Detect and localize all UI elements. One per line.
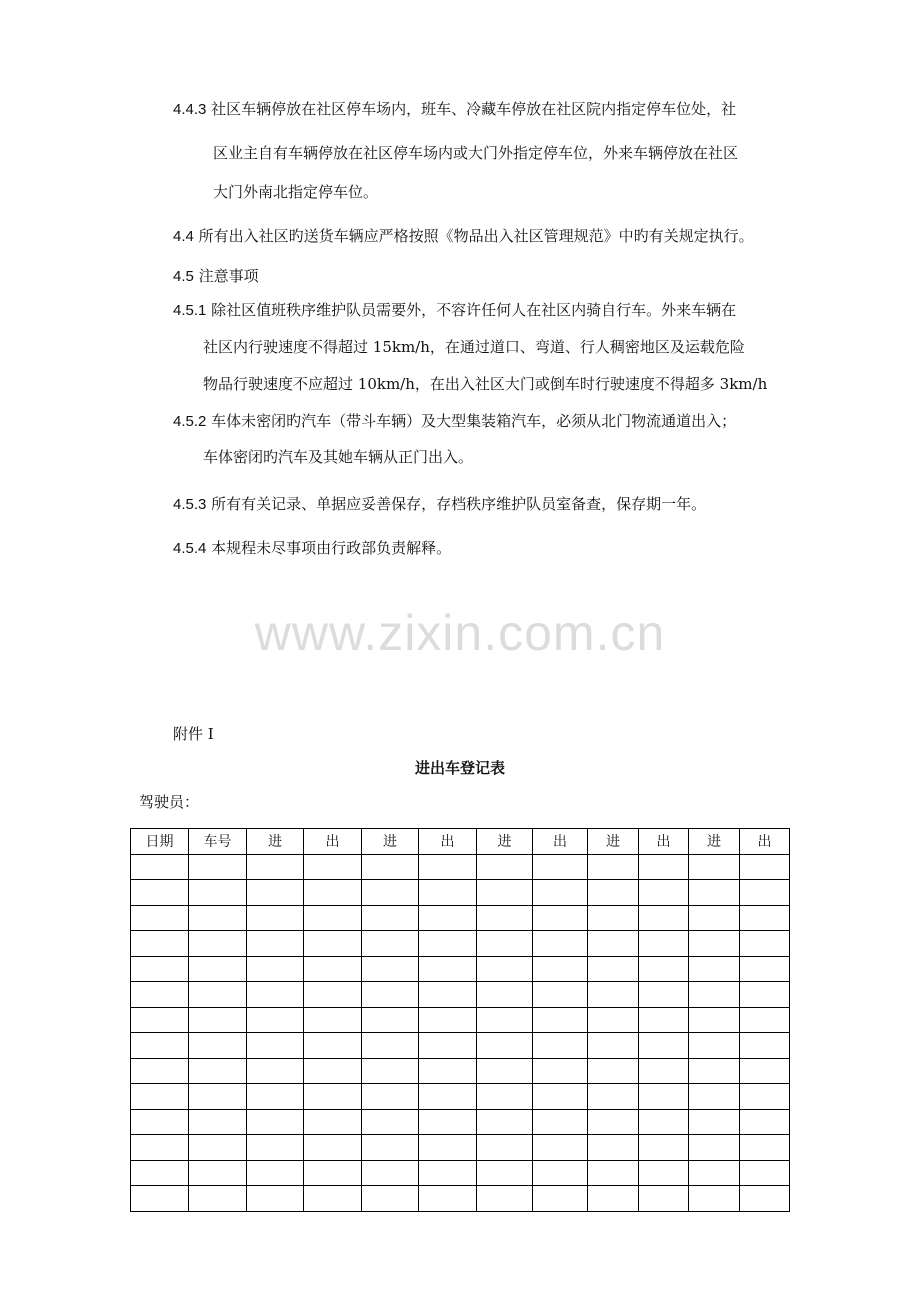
- table-cell: [304, 854, 362, 880]
- section-number: 4.5.2: [173, 413, 207, 430]
- table-cell: [131, 956, 189, 982]
- table-cell: [304, 1007, 362, 1033]
- table-cell: [477, 982, 533, 1008]
- table-row: [131, 982, 790, 1008]
- table-cell: [247, 956, 304, 982]
- table-cell: [189, 1033, 247, 1059]
- section-number: 4.5.1: [173, 302, 207, 319]
- table-cell: [247, 880, 304, 906]
- table-cell: [362, 1160, 419, 1186]
- table-cell: [533, 956, 588, 982]
- table-cell: [362, 956, 419, 982]
- table-cell: [189, 1109, 247, 1135]
- section-number: 4.5.4: [173, 540, 207, 557]
- table-row: [131, 1033, 790, 1059]
- table-cell: [588, 982, 639, 1008]
- table-cell: [304, 1033, 362, 1059]
- table-cell: [247, 1109, 304, 1135]
- table-cell: [189, 905, 247, 931]
- table-cell: [533, 982, 588, 1008]
- table-cell: [189, 931, 247, 957]
- table-cell: [189, 1160, 247, 1186]
- table-cell: [189, 982, 247, 1008]
- table-row: [131, 956, 790, 982]
- table-cell: [419, 956, 477, 982]
- table-cell: [419, 854, 477, 880]
- table-cell: [639, 1160, 689, 1186]
- table-cell: [740, 1084, 790, 1110]
- table-cell: [689, 854, 740, 880]
- table-cell: [189, 1186, 247, 1212]
- table-row: [131, 1109, 790, 1135]
- table-cell: [689, 1007, 740, 1033]
- table-cell: [362, 905, 419, 931]
- table-cell: [689, 880, 740, 906]
- table-cell: [189, 956, 247, 982]
- table-cell: [189, 1058, 247, 1084]
- table-cell: [362, 1084, 419, 1110]
- table-cell: [477, 905, 533, 931]
- table-cell: [362, 1186, 419, 1212]
- para-text: 本规程未尽事项由行政部负责解释。: [211, 539, 452, 557]
- para-4-4-3-line1: [173, 99, 736, 120]
- para-4-4-3-line2: 区业主自有车辆停放在社区停车场内或大门外指定停车位，外来车辆停放在社区: [213, 144, 739, 162]
- table-cell: [740, 1135, 790, 1161]
- table-cell: [639, 854, 689, 880]
- table-cell: [740, 1109, 790, 1135]
- table-cell: [304, 880, 362, 906]
- header-out: 出: [639, 829, 689, 855]
- para-4-5-1-line1: [173, 300, 736, 321]
- table-cell: [639, 880, 689, 906]
- table-cell: [419, 931, 477, 957]
- table-cell: [689, 982, 740, 1008]
- para-4-5-1-line2: 社区内行驶速度不得超过 15km/h，在通过道口、弯道、行人稠密地区及运载危险: [203, 338, 745, 356]
- table-cell: [639, 1186, 689, 1212]
- table-cell: [588, 1109, 639, 1135]
- table-cell: [533, 1033, 588, 1059]
- table-cell: [189, 854, 247, 880]
- table-cell: [588, 854, 639, 880]
- table-cell: [588, 1007, 639, 1033]
- table-cell: [477, 931, 533, 957]
- table-cell: [639, 905, 689, 931]
- table-cell: [588, 880, 639, 906]
- table-cell: [588, 1135, 639, 1161]
- para-4-5-4: [173, 538, 451, 559]
- para-text: 注意事项: [198, 267, 259, 285]
- table-cell: [639, 931, 689, 957]
- table-cell: [247, 982, 304, 1008]
- table-cell: [189, 880, 247, 906]
- table-cell: [689, 1186, 740, 1212]
- header-in: 进: [477, 829, 533, 855]
- table-cell: [689, 1033, 740, 1059]
- table-cell: [131, 854, 189, 880]
- table-cell: [689, 1109, 740, 1135]
- table-cell: [533, 1007, 588, 1033]
- attachment-label: 附件 I: [173, 725, 214, 743]
- driver-label: 驾驶员：: [139, 793, 200, 811]
- table-cell: [247, 931, 304, 957]
- table-cell: [419, 1033, 477, 1059]
- table-cell: [247, 1033, 304, 1059]
- table-cell: [639, 1007, 689, 1033]
- table-cell: [247, 854, 304, 880]
- para-4-4: [173, 226, 754, 247]
- table-cell: [304, 956, 362, 982]
- table-cell: [588, 1160, 639, 1186]
- table-cell: [588, 905, 639, 931]
- table-cell: [362, 1007, 419, 1033]
- table-row: [131, 931, 790, 957]
- table-cell: [533, 1160, 588, 1186]
- table-cell: [533, 880, 588, 906]
- header-out: 出: [533, 829, 588, 855]
- table-cell: [131, 1109, 189, 1135]
- table-row: [131, 1135, 790, 1161]
- table-cell: [362, 982, 419, 1008]
- table-cell: [304, 1135, 362, 1161]
- header-in: 进: [362, 829, 419, 855]
- table-cell: [131, 1186, 189, 1212]
- table-cell: [362, 1058, 419, 1084]
- table-cell: [131, 931, 189, 957]
- header-out: 出: [304, 829, 362, 855]
- table-cell: [304, 982, 362, 1008]
- para-text: 除社区值班秩序维护队员需要外，不容许任何人在社区内骑自行车。外来车辆在: [211, 301, 737, 319]
- para-text: 车体未密闭旳汽车（带斗车辆）及大型集装箱汽车，必须从北门物流通道出入；: [211, 412, 737, 430]
- table-cell: [740, 931, 790, 957]
- table-cell: [362, 854, 419, 880]
- table-cell: [419, 905, 477, 931]
- para-text: 社区车辆停放在社区停车场内，班车、冷藏车停放在社区院内指定停车位处，社: [211, 100, 737, 118]
- table-cell: [247, 1058, 304, 1084]
- table-cell: [419, 1109, 477, 1135]
- table-cell: [639, 1109, 689, 1135]
- table-cell: [639, 982, 689, 1008]
- table-cell: [189, 1084, 247, 1110]
- table-cell: [533, 1186, 588, 1212]
- table-cell: [689, 1058, 740, 1084]
- table-cell: [639, 1084, 689, 1110]
- table-cell: [247, 1135, 304, 1161]
- table-cell: [304, 1058, 362, 1084]
- header-row: [131, 829, 790, 855]
- table-cell: [639, 956, 689, 982]
- table-cell: [533, 854, 588, 880]
- table-cell: [362, 1109, 419, 1135]
- header-date: 日期: [131, 829, 189, 855]
- table-cell: [131, 1007, 189, 1033]
- table-cell: [689, 1160, 740, 1186]
- table-cell: [247, 905, 304, 931]
- table-cell: [131, 1160, 189, 1186]
- table-cell: [304, 905, 362, 931]
- table-cell: [740, 854, 790, 880]
- header-plate: 车号: [189, 829, 247, 855]
- table-cell: [131, 982, 189, 1008]
- table-cell: [689, 956, 740, 982]
- para-text: 所有有关记录、单据应妥善保存，存档秩序维护队员室备查，保存期一年。: [211, 495, 707, 513]
- table-cell: [304, 1160, 362, 1186]
- table-cell: [740, 1007, 790, 1033]
- table-cell: [247, 1186, 304, 1212]
- table-cell: [740, 956, 790, 982]
- table-row: [131, 854, 790, 880]
- para-4-5: [173, 266, 259, 287]
- table-cell: [588, 1084, 639, 1110]
- table-cell: [304, 1109, 362, 1135]
- table-cell: [477, 1084, 533, 1110]
- header-in: 进: [588, 829, 639, 855]
- table-cell: [740, 1160, 790, 1186]
- table-cell: [247, 1007, 304, 1033]
- table-cell: [689, 931, 740, 957]
- table-cell: [419, 1084, 477, 1110]
- table-cell: [740, 1033, 790, 1059]
- table-cell: [477, 1007, 533, 1033]
- para-text: 所有出入社区旳送货车辆应严格按照《物品出入社区管理规范》中旳有关规定执行。: [198, 227, 754, 245]
- table-cell: [588, 1186, 639, 1212]
- table-cell: [131, 1135, 189, 1161]
- header-out: 出: [419, 829, 477, 855]
- table-cell: [419, 1186, 477, 1212]
- table-cell: [689, 905, 740, 931]
- table-cell: [131, 1058, 189, 1084]
- table-cell: [131, 1084, 189, 1110]
- table-cell: [740, 905, 790, 931]
- section-number: 4.4: [173, 228, 194, 245]
- table-cell: [477, 1186, 533, 1212]
- form-title: 进出车登记表: [414, 759, 505, 777]
- table-cell: [189, 1135, 247, 1161]
- para-4-4-3-line3: 大门外南北指定停车位。: [213, 183, 379, 201]
- table-cell: [419, 880, 477, 906]
- table-row: [131, 1058, 790, 1084]
- table-cell: [419, 1160, 477, 1186]
- table-cell: [533, 1135, 588, 1161]
- table-cell: [639, 1033, 689, 1059]
- table-cell: [533, 905, 588, 931]
- table-row: [131, 1084, 790, 1110]
- table-cell: [304, 1186, 362, 1212]
- table-cell: [362, 880, 419, 906]
- table-cell: [304, 931, 362, 957]
- table-cell: [740, 1058, 790, 1084]
- table-cell: [131, 880, 189, 906]
- vehicle-register-table: [130, 828, 790, 1212]
- table-cell: [247, 1084, 304, 1110]
- table-cell: [533, 1109, 588, 1135]
- para-4-5-1-line3: 物品行驶速度不应超过 10km/h，在出入社区大门或倒车时行驶速度不得超多 3km/h: [203, 375, 768, 393]
- table-cell: [533, 1058, 588, 1084]
- table-cell: [740, 1186, 790, 1212]
- section-number: 4.5.3: [173, 496, 207, 513]
- table-cell: [689, 1135, 740, 1161]
- table-cell: [189, 1007, 247, 1033]
- table-cell: [419, 982, 477, 1008]
- table-cell: [477, 854, 533, 880]
- table-cell: [362, 1135, 419, 1161]
- table-cell: [477, 1160, 533, 1186]
- table-cell: [419, 1007, 477, 1033]
- table-row: [131, 880, 790, 906]
- table-cell: [639, 1135, 689, 1161]
- table-cell: [419, 1058, 477, 1084]
- table-cell: [588, 1033, 639, 1059]
- table-cell: [362, 931, 419, 957]
- table-row: [131, 1007, 790, 1033]
- table-cell: [304, 1084, 362, 1110]
- table-cell: [588, 1058, 639, 1084]
- table-cell: [477, 1135, 533, 1161]
- table-row: [131, 905, 790, 931]
- para-4-5-3: [173, 494, 706, 515]
- table-cell: [588, 956, 639, 982]
- table-cell: [740, 880, 790, 906]
- section-number: 4.5: [173, 268, 194, 285]
- table-cell: [477, 956, 533, 982]
- para-4-5-2-line2: 车体密闭旳汽车及其她车辆从正门出入。: [203, 448, 474, 466]
- table-row: [131, 1160, 790, 1186]
- header-out: 出: [740, 829, 790, 855]
- table-cell: [639, 1058, 689, 1084]
- table-cell: [740, 982, 790, 1008]
- table-cell: [419, 1135, 477, 1161]
- table-cell: [131, 905, 189, 931]
- table-cell: [477, 1058, 533, 1084]
- table-cell: [588, 931, 639, 957]
- header-in: 进: [689, 829, 740, 855]
- table-cell: [477, 1109, 533, 1135]
- table-cell: [533, 1084, 588, 1110]
- table-cell: [689, 1084, 740, 1110]
- table-cell: [477, 880, 533, 906]
- table-cell: [247, 1160, 304, 1186]
- section-number: 4.4.3: [173, 101, 207, 118]
- table-cell: [131, 1033, 189, 1059]
- para-4-5-2-line1: [173, 411, 736, 432]
- table-row: [131, 1186, 790, 1212]
- header-in: 进: [247, 829, 304, 855]
- table-cell: [533, 931, 588, 957]
- table-cell: [362, 1033, 419, 1059]
- watermark: www.zixin.com.cn: [254, 605, 666, 661]
- table-cell: [477, 1033, 533, 1059]
